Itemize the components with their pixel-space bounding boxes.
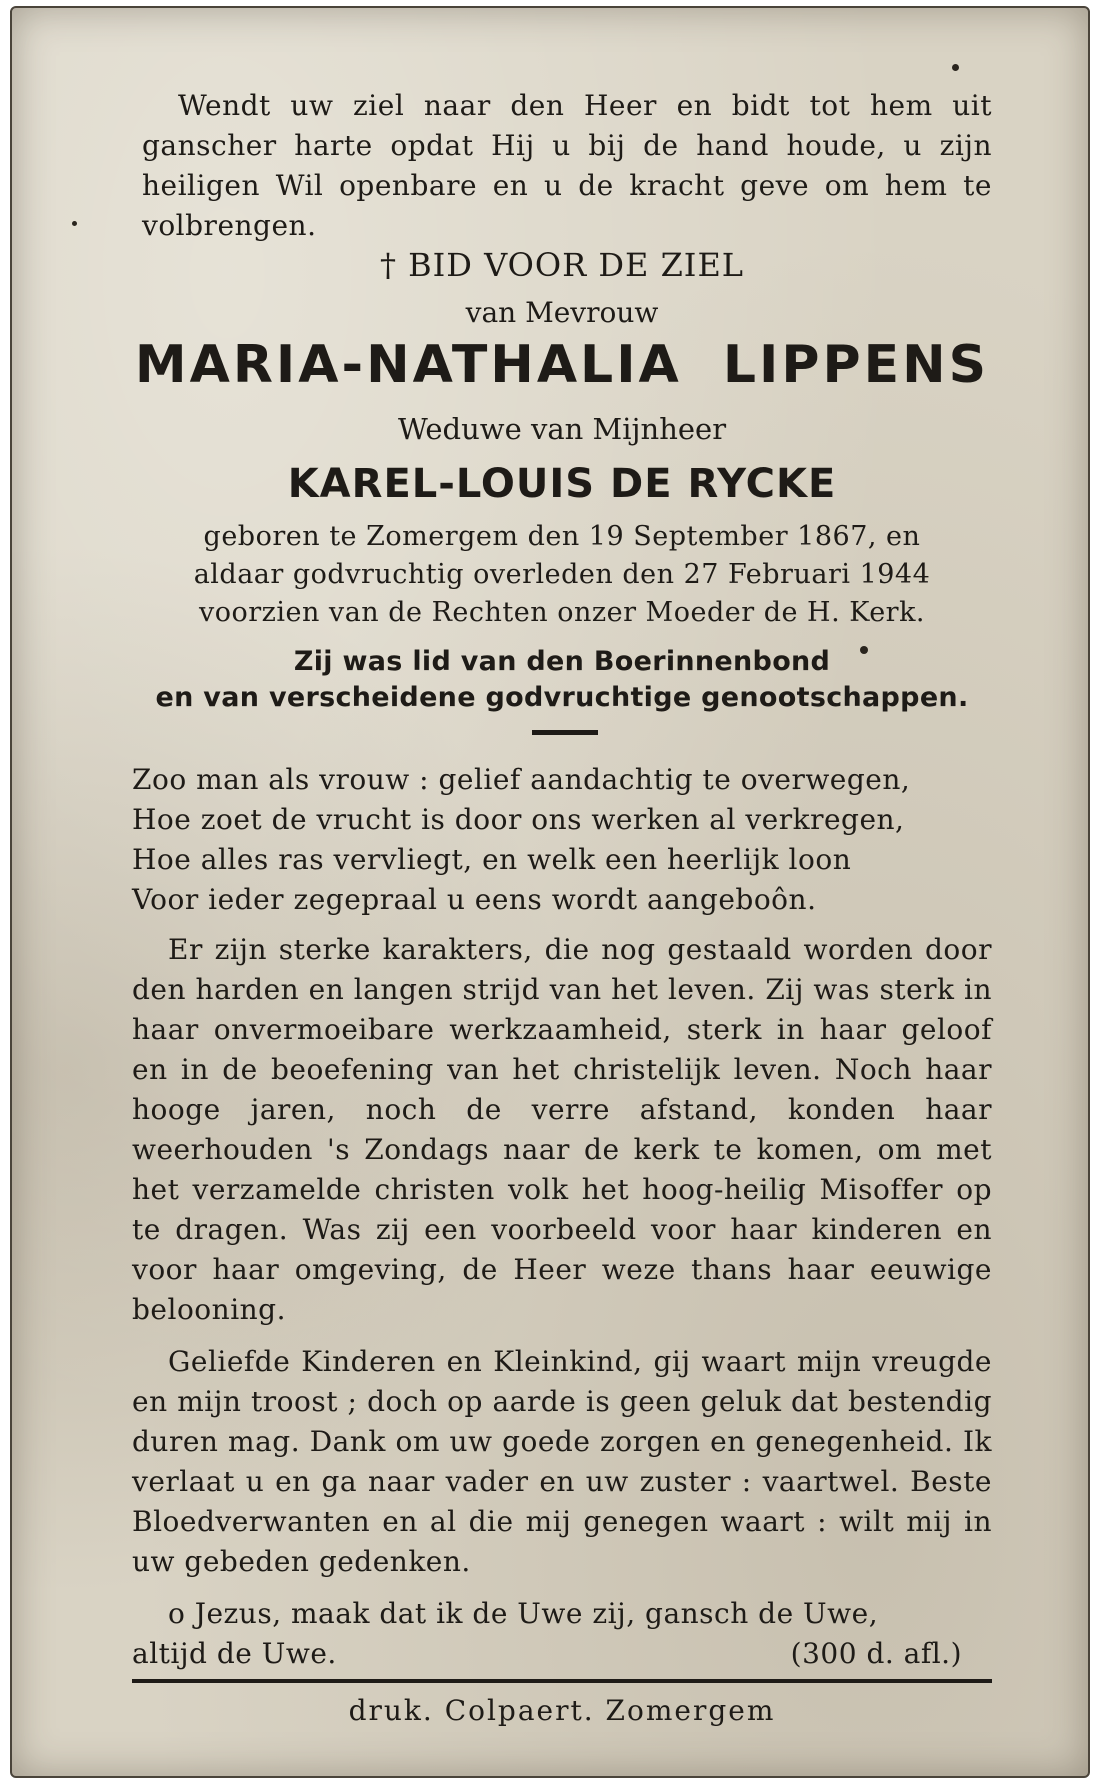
poem-line-2: Hoe zoet de vrucht is door ons werken al verkregen,	[132, 803, 905, 836]
paragraph-1: Er zijn sterke karakters, die nog gestaald worden door den harden en langen strijd van het leven. Zij was sterk in haar onvermoeibare werkzaamheid, sterk in haar geloof en in de beoefening van het christelijk leven. Noch haar hooge jaren, noch de verre afstand, konden haar weerhouden 's Zondags naar de kerk te komen, om met het verzamelde christen volk het hoog-heilig Misoffer op te dragen. Was zij een voorbeeld voor haar kinderen en voor haar omgeving, de Heer weze thans haar eeuwige belooning.	[132, 933, 992, 1326]
character-paragraph	[132, 930, 992, 1330]
intro-paragraph	[142, 86, 992, 246]
intro-text: Wendt uw ziel naar den Heer en bidt tot hem uit ganscher harte opdat Hij u bij de hand houde, u zijn heiligen Wil openbare en u de kracht geve om hem te volbrengen.	[142, 89, 992, 242]
ink-speck	[72, 221, 77, 226]
prayer-line-1: o Jezus, maak dat ik de Uwe zij, gansch de Uwe,	[168, 1597, 879, 1630]
paragraph-2: Geliefde Kinderen en Kleinkind, gij waart mijn vreugde en mijn troost ; doch op aarde is geen geluk dat bestendig duren mag. Dank om uw goede zorgen en genegenheid. Ik verlaat u en ga naar vader en uw zuster : vaartwel. Beste Bloedverwanten en al die mij genegen waart : wilt mij in uw gebeden gedenken.	[132, 1345, 992, 1578]
van-mevrouw: van Mevrouw	[465, 296, 659, 329]
birth-line-3: voorzien van de Rechten onzer Moeder de H. Kerk.	[198, 597, 926, 628]
poem-line-1: Zoo man als vrouw : gelief aandachtig te overwegen,	[132, 763, 911, 796]
birth-line-2: aldaar godvruchtig overleden den 27 Februari 1944	[193, 559, 931, 590]
membership-line-2: en van verscheidene godvruchtige genootschappen.	[155, 682, 969, 713]
closing-prayer	[132, 1594, 992, 1674]
poem-line-4: Voor ieder zegepraal u eens wordt aangeboôn.	[132, 883, 817, 916]
cross-icon: †	[379, 246, 397, 284]
footer-rule	[132, 1679, 992, 1683]
short-divider	[532, 730, 598, 735]
ink-speck	[952, 64, 959, 71]
poem	[132, 760, 992, 920]
birth-death-details	[132, 518, 992, 632]
prayer-line-2: altijd de Uwe.	[132, 1637, 337, 1670]
poem-line-3: Hoe alles ras vervliegt, en welk een heerlijk loon	[132, 843, 852, 876]
indulgence-note: (300 d. afl.)	[790, 1637, 962, 1670]
prayer-line-2-row	[132, 1634, 992, 1674]
membership-line-1: Zij was lid van den Boerinnenbond	[293, 646, 831, 677]
printer-credit: druk. Colpaert. Zomergem	[348, 1694, 776, 1727]
farewell-paragraph	[132, 1342, 992, 1582]
deceased-name: MARIA-NATHALIA LIPPENS	[134, 335, 990, 395]
husband-name: KAREL-LOUIS DE RYCKE	[287, 461, 837, 507]
prayer-heading	[132, 246, 992, 284]
birth-line-1: geboren te Zomergem den 19 September 1867, en	[203, 521, 921, 552]
membership	[132, 644, 992, 716]
memorial-card	[10, 6, 1090, 1778]
bid-voor-de-ziel: BID VOOR DE ZIEL	[408, 246, 745, 284]
widow-of: Weduwe van Mijnheer	[397, 412, 727, 446]
